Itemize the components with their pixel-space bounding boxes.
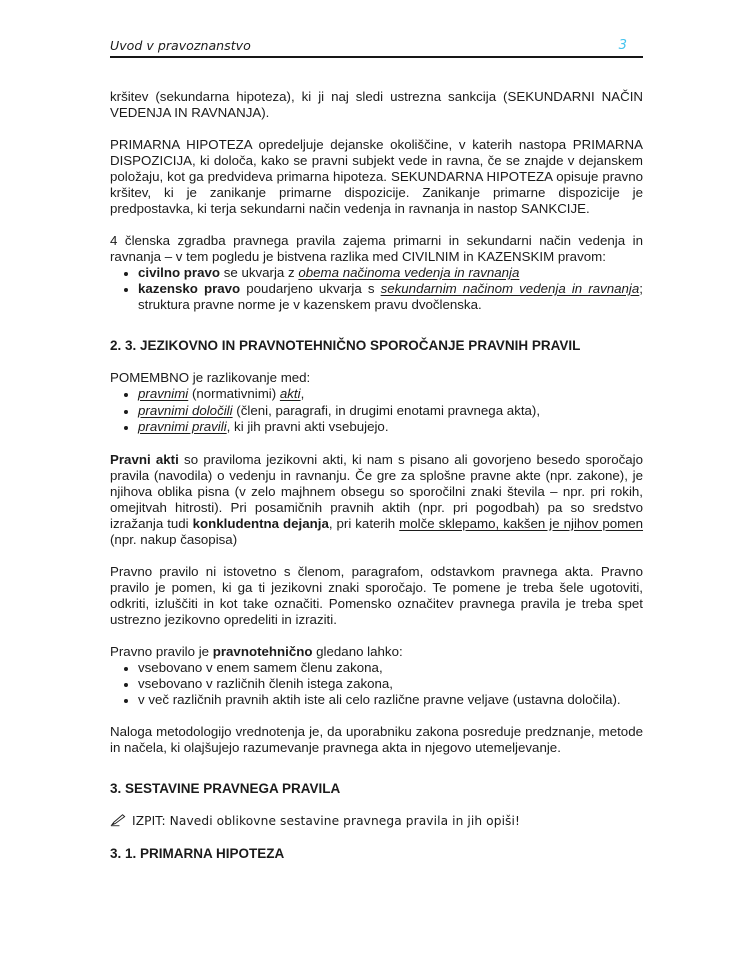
text-run: sekundarnim načinom vedenja in ravnanja xyxy=(380,281,640,296)
paragraph-naloga: Naloga metodologijo vrednotenja je, da uporabniku zakona posreduje predznanje, metode in načela, ki olajšujejo razumevanje pravnega akta in njegovo utemeljevanje. xyxy=(110,723,643,755)
pencil-icon xyxy=(110,814,127,827)
list-item-vec-aktov: • v več različnih pravnih aktih iste ali celo različne pravne veljave (ustavna določila). xyxy=(138,692,643,708)
list-item-en-clen: • vsebovano v enem samem členu zakona, xyxy=(138,660,643,676)
paragraph-pravnotehnicno xyxy=(110,644,643,660)
text-run: kazensko pravo xyxy=(138,281,241,296)
heading-3-sestavine: 3. SESTAVINE PRAVNEGA PRAVILA xyxy=(110,780,341,796)
list-item-civilno-pravo xyxy=(138,265,643,281)
exam-note-text: IZPIT: Navedi oblikovne sestavine pravnega pravila in jih opiši! xyxy=(132,813,520,828)
paragraph-primarna-hipoteza: PRIMARNA HIPOTEZA opredeljuje dejanske okoliščine, v katerih nastopa PRIMARNA DISPOZICIJA, ki določa, kako se pravni subjekt vede in ravna, če se znajde v dejanskem položaju, kot ga predvideva primarna hipoteza. SEKUNDARNA HIPOTEZA opisuje pravno kršitev, ki je zanikanje primarne dispozicije. Zanikanje primarne dispozicije je predpostavka, ki terja sekundarni način vedenja in ravnanja in nastop SANKCIJE. xyxy=(110,137,643,216)
text-run: obema načinoma vedenja in ravnanja xyxy=(298,265,520,280)
heading-3-1-primarna-hipoteza: 3. 1. PRIMARNA HIPOTEZA xyxy=(110,845,285,861)
text-run: pravnotehnično xyxy=(212,643,313,659)
text-run: Pravno pravilo je xyxy=(110,643,213,659)
header-title: Uvod v pravoznanstvo xyxy=(110,38,251,53)
text-run: , xyxy=(300,386,305,401)
text-run: pravnimi določili xyxy=(138,402,233,418)
text-run: (normativnimi) xyxy=(188,386,280,401)
list-civilno-kazensko xyxy=(110,265,643,313)
text-run: gledano lahko: xyxy=(312,643,403,659)
list-item-pravna-pravila xyxy=(138,419,643,436)
list-item-razlicni-cleni: • vsebovano v različnih členih istega zakona, xyxy=(138,676,643,692)
paragraph-pomen: Pravno pravilo ni istovetno s členom, paragrafom, odstavkom pravnega akta. Pravno pravilo je pomen, ki ga ti jezikovni znaki sporočajo. Te pomene je treba šele ugotoviti, odkriti, izluščiti in kot take označiti. Pomensko označitev pravnega pravila je treba spet ustrezno jezikovno opredeliti in izraziti. xyxy=(110,563,643,627)
list-item-pravna-dolocila xyxy=(138,403,643,420)
text-run: se ukvarja z xyxy=(220,265,299,280)
text-run: , ki jih pravni akti vsebujejo. xyxy=(226,419,389,434)
text-run: (členi, paragrafi, in drugimi enotami pravnega akta), xyxy=(232,402,541,418)
text-run: molče sklepamo, kakšen je njihov pomen xyxy=(399,515,644,531)
page-header xyxy=(110,38,643,58)
paragraph-pomembno: POMEMBNO je razlikovanje med: xyxy=(110,370,311,385)
text-run: so praviloma jezikovni akti, ki nam s pisano ali govorjeno besedo sporočajo pravila (navodila) o vedenju in ravnanju. Če gre za splošne pravne akte (npr. zakone), je njihova oblika pisna (v zelo majhnem obsegu so sporočilni znaki števila – npr. pri rokih, omejitvah hitrosti). Pri posamičnih pravnih aktih (npr. pri pogodbah) pa so sredstvo izražanja tudi xyxy=(110,451,643,531)
paragraph-zgradba: 4 členska zgradba pravnega pravila zajema primarni in sekundarni način vedenja in ravnanja – v tem pogledu je bistvena razlika med CIVILNIM in KAZENSKIM pravom: xyxy=(110,233,643,264)
list-item-kazensko-pravo xyxy=(138,281,643,313)
list-razlikovanje xyxy=(110,386,643,436)
text-run: pravnimi xyxy=(138,386,189,401)
list-pravnotehnicno xyxy=(110,660,643,708)
text-run: akti xyxy=(279,386,301,401)
text-run: civilno pravo xyxy=(138,265,221,280)
text-run: Pravni akti xyxy=(110,451,179,467)
list-item-pravni-akti xyxy=(138,386,643,403)
page-number: 3 xyxy=(618,38,627,53)
paragraph-pravni-akti xyxy=(110,452,643,548)
exam-note xyxy=(110,813,643,829)
text-run: (npr. nakup časopisa) xyxy=(110,531,238,547)
text-run: konkludentna dejanja xyxy=(192,515,329,531)
paragraph-krsitev: kršitev (sekundarna hipoteza), ki ji naj sledi ustrezna sankcija (SEKUNDARNI NAČIN VEDENJA IN RAVNANJA). xyxy=(110,89,643,120)
text-run: ; struktura pravne norme je v kazenskem pravu dvočlenska. xyxy=(138,281,643,312)
heading-2-3-jezikovno: 2. 3. JEZIKOVNO IN PRAVNOTEHNIČNO SPOROČANJE PRAVNIH PRAVIL xyxy=(110,338,581,353)
text-run: poudarjeno ukvarja s xyxy=(240,281,381,296)
text-run: , pri katerih xyxy=(328,515,400,531)
text-run: pravnimi pravili xyxy=(138,419,227,434)
